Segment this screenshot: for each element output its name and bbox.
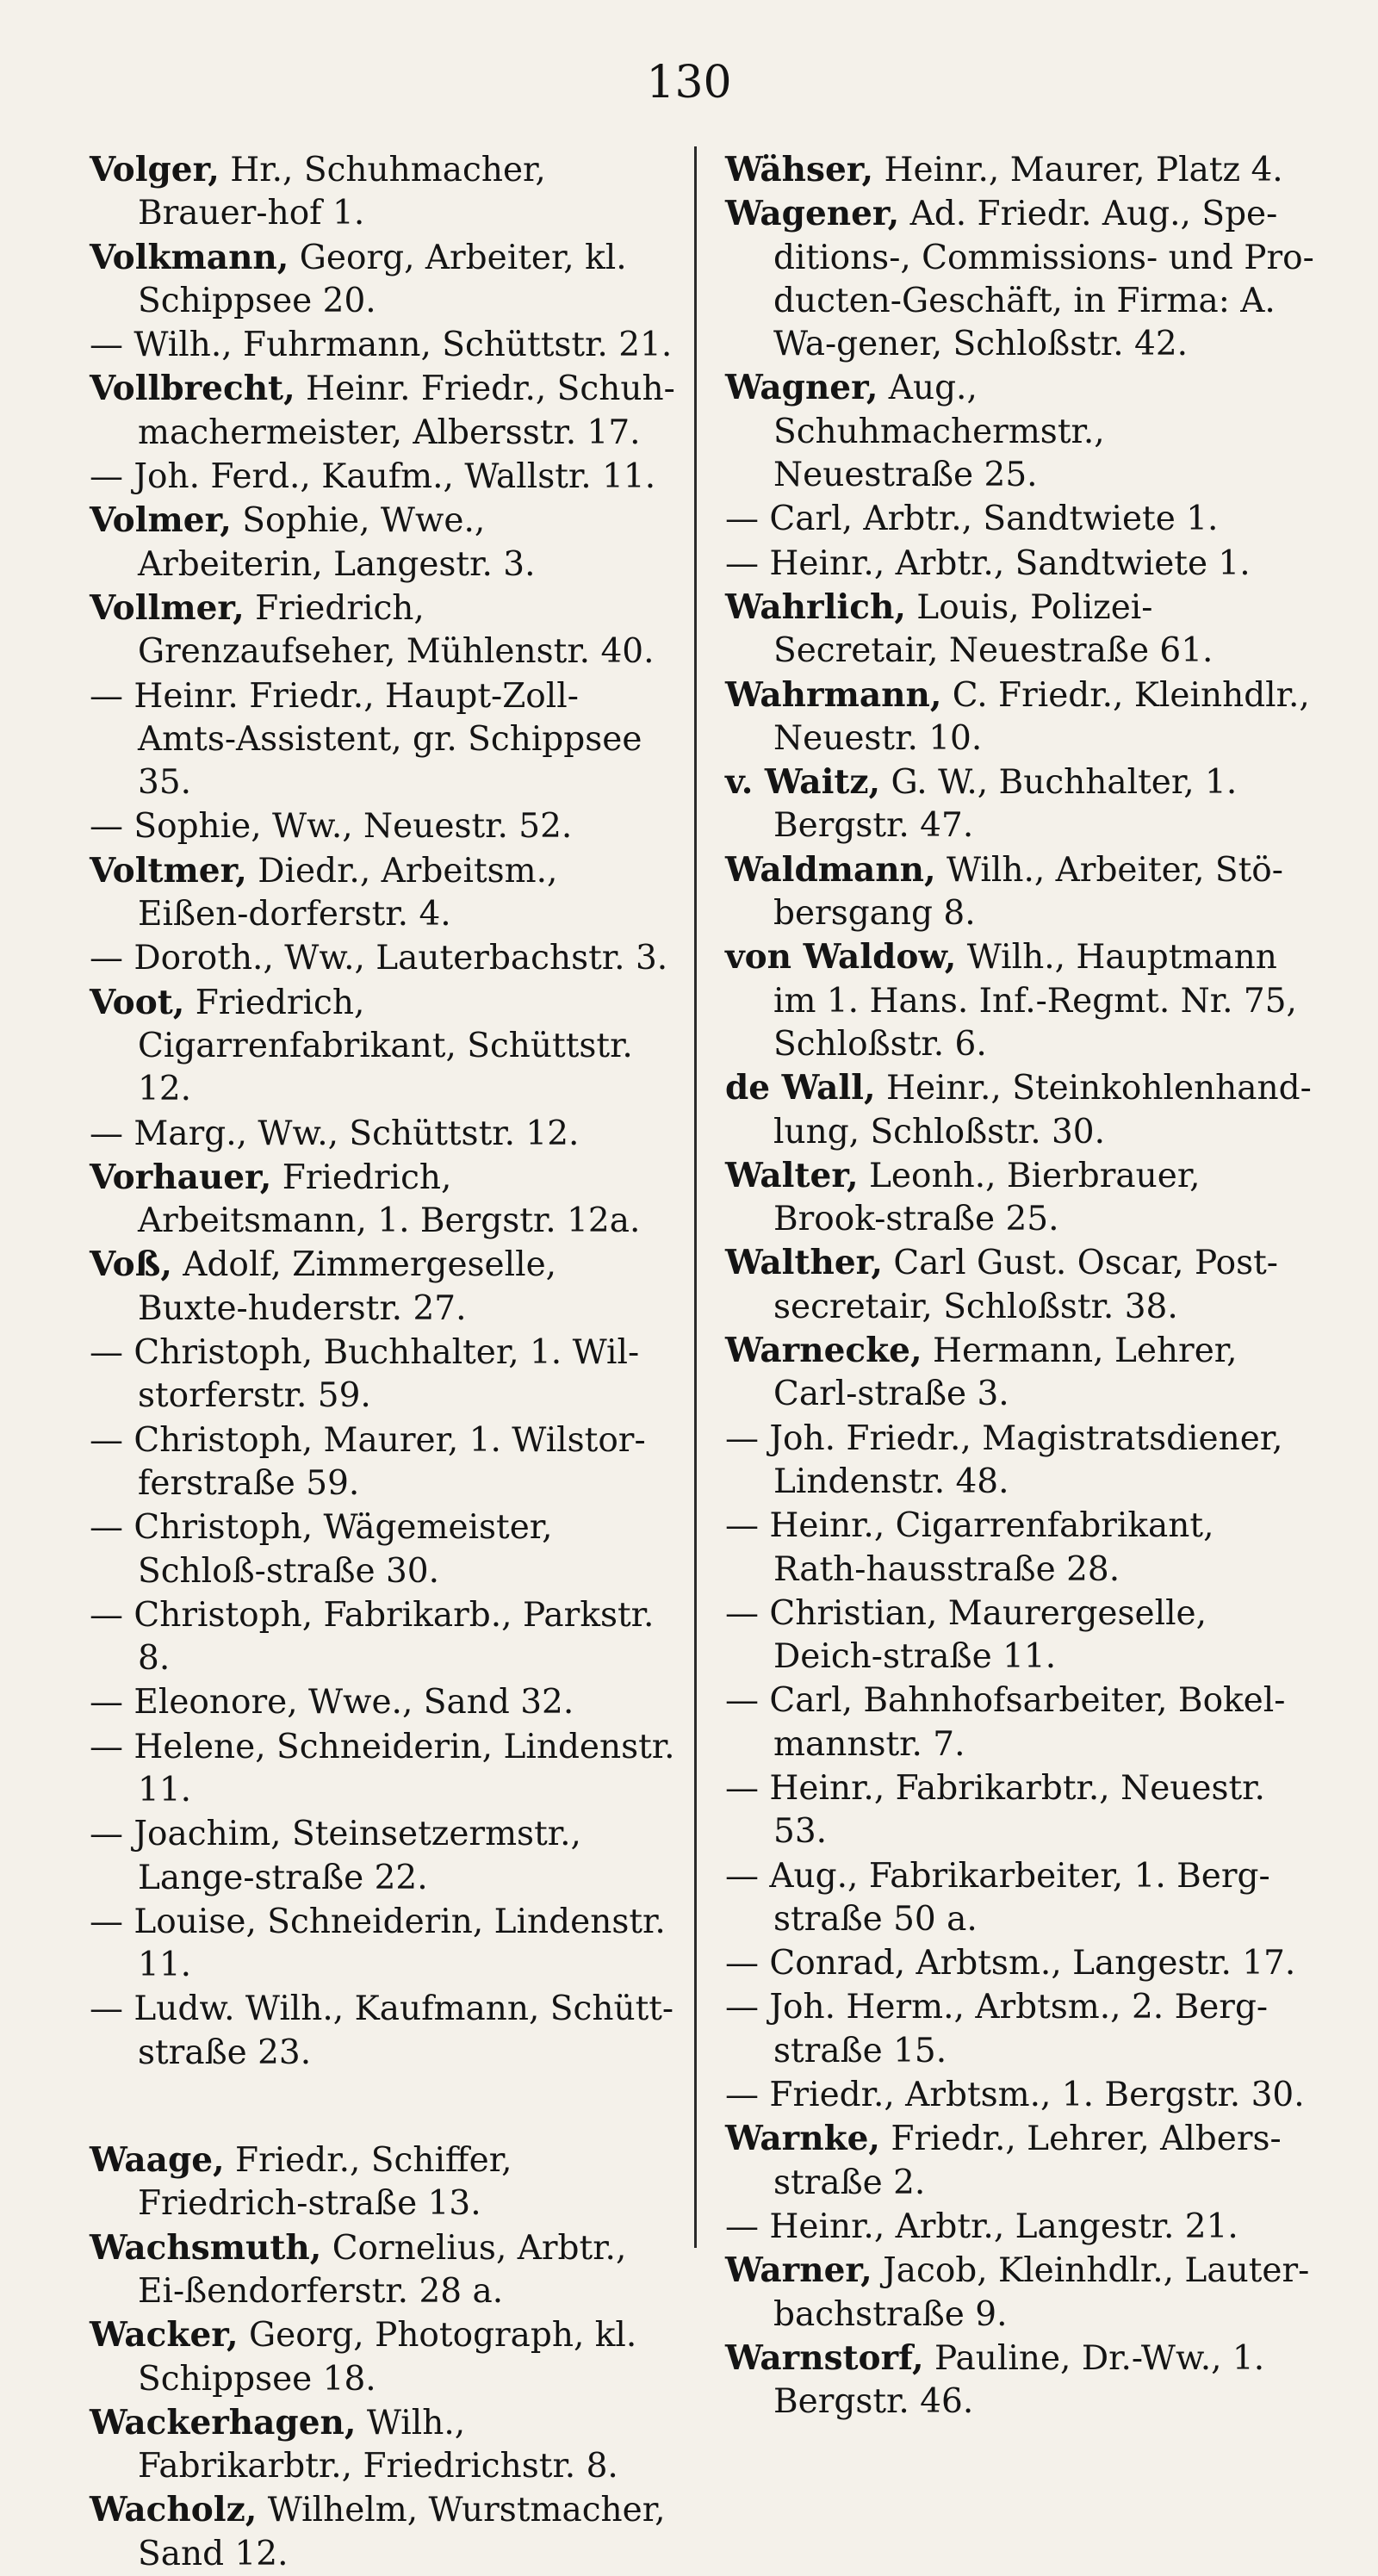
entry-details: C. Friedr., Kleinhdlr., Neuestr. 10. <box>773 675 1310 758</box>
entry-details: Pauline, Dr.-Ww., 1. Bergstr. 46. <box>773 2338 1265 2422</box>
entry-details: — Carl, Bahnhofsarbeiter, Bokel-mannstr. 7. <box>725 1681 1286 1764</box>
entry-details: — Christoph, Buchhalter, 1. Wil-storferstr. 59. <box>90 1333 640 1416</box>
entry-details: — Friedr., Arbtsm., 1. Bergstr. 30. <box>725 2076 1305 2115</box>
entry-details: Georg, Photograph, kl. Schippsee 18. <box>138 2316 637 2399</box>
directory-entry <box>725 497 1314 541</box>
entry-details: — Heinr., Cigarrenfabrikant, Rath-hausstraße 28. <box>725 1506 1214 1589</box>
right-column <box>725 148 1314 2424</box>
entry-surname: Volmer, <box>90 500 232 541</box>
directory-entry <box>90 936 675 980</box>
entry-details: Adolf, Zimmergeselle, Buxte-huderstr. 27. <box>138 1245 557 1328</box>
entry-details: Friedr., Schiffer, Friedrich-straße 13. <box>138 2141 512 2224</box>
directory-entry <box>725 1854 1314 1942</box>
entry-details: Heinr., Steinkohlenhand-lung, Schloßstr. 30. <box>773 1069 1312 1151</box>
entry-details: Wilhelm, Wurstmacher, Sand 12. <box>138 2491 666 2573</box>
entry-surname: Wachsmuth, <box>90 2227 322 2268</box>
left-column <box>90 148 675 2576</box>
directory-entry <box>725 1329 1314 1417</box>
directory-entry <box>725 1679 1314 1766</box>
entry-details: Friedrich, Arbeitsmann, 1. Bergstr. 12a. <box>138 1158 641 1241</box>
directory-entry <box>725 1985 1314 2073</box>
entry-details: Wilh., Arbeiter, Stö-bersgang 8. <box>773 850 1283 934</box>
entry-details: Heinr., Maurer, Platz 4. <box>873 151 1283 189</box>
column-divider <box>694 146 697 2248</box>
directory-entry <box>90 1900 675 1988</box>
entry-surname: Warnstorf, <box>725 2337 924 2378</box>
entry-details: Ad. Friedr. Aug., Spe-ditions-, Commissions- und Pro-ducten-Geschäft, in Firma: A. Wa-gener, Schloßstr. 42. <box>773 195 1314 364</box>
directory-entry <box>90 1680 675 1724</box>
directory-entry <box>90 587 675 674</box>
directory-entry <box>725 2249 1314 2337</box>
entry-details: — Christoph, Fabrikarb., Parkstr. 8. <box>90 1595 655 1679</box>
directory-entry <box>725 1241 1314 1329</box>
entry-details: Louis, Polizei-Secretair, Neuestraße 61. <box>773 587 1214 671</box>
entry-surname: Wahrlich, <box>725 587 906 627</box>
directory-entry <box>90 1331 675 1418</box>
entry-details: Friedr., Lehrer, Albers-straße 2. <box>773 2120 1282 2202</box>
entry-surname: Walther, <box>725 1243 883 1283</box>
directory-entry <box>725 192 1314 366</box>
directory-entry <box>90 804 675 848</box>
entry-surname: Voltmer, <box>90 850 247 891</box>
entry-details: — Christoph, Maurer, 1. Wilstor-ferstraße 59. <box>90 1420 646 1503</box>
directory-entry <box>90 148 675 236</box>
entry-details: Leonh., Bierbrauer, Brook-straße 25. <box>773 1156 1201 1239</box>
directory-entry <box>90 2401 675 2489</box>
entry-details: Wilh., Hauptmann im 1. Hans. Inf.-Regmt. Nr. 75, Schloßstr. 6. <box>773 938 1297 1064</box>
entry-details: Georg, Arbeiter, kl. Schippsee 20. <box>138 238 627 320</box>
entry-surname: Warnke, <box>725 2119 880 2159</box>
directory-entry <box>90 2488 675 2576</box>
entry-details: — Joh. Friedr., Magistratsdiener, Lindenstr. 48. <box>725 1418 1283 1501</box>
directory-entry <box>725 2117 1314 2205</box>
directory-entry <box>90 1725 675 1813</box>
directory-entry <box>90 2313 675 2401</box>
entry-details: Jacob, Kleinhdlr., Lauter-bachstraße 9. <box>773 2251 1310 2334</box>
directory-entry <box>725 2337 1314 2424</box>
entry-details: — Marg., Ww., Schüttstr. 12. <box>90 1114 580 1153</box>
entry-details: — Joh. Ferd., Kaufm., Wallstr. 11. <box>90 457 656 497</box>
directory-entry <box>725 542 1314 586</box>
entry-surname: Vollbrecht, <box>90 369 295 409</box>
entry-details: — Doroth., Ww., Lauterbachstr. 3. <box>90 939 668 978</box>
page-number: 130 <box>646 57 732 109</box>
entry-surname: Volger, <box>90 150 220 189</box>
entry-surname: Voß, <box>90 1245 172 1285</box>
entry-details: G. W., Buchhalter, 1. Bergstr. 47. <box>773 763 1238 846</box>
entry-surname: Wahrmann, <box>725 674 942 715</box>
entry-surname: Warnecke, <box>725 1331 922 1371</box>
directory-entry <box>90 1812 675 1900</box>
entry-surname: v. Waitz, <box>725 762 881 803</box>
entry-surname: Wacholz, <box>90 2490 258 2530</box>
directory-entry <box>90 1593 675 1681</box>
entry-details: — Heinr., Arbtr., Sandtwiete 1. <box>725 543 1251 583</box>
entry-details: — Christoph, Wägemeister, Schloß-straße 30. <box>90 1508 553 1591</box>
directory-entry <box>90 367 675 455</box>
entry-details: — Wilh., Fuhrmann, Schüttstr. 21. <box>90 326 673 365</box>
entry-details: Friedrich, Grenzaufseher, Mühlenstr. 40. <box>138 588 655 672</box>
directory-entry <box>725 673 1314 761</box>
entry-details: Diedr., Arbeitsm., Eißen-dorferstr. 4. <box>138 851 558 934</box>
entry-details: — Eleonore, Wwe., Sand 32. <box>90 1683 574 1723</box>
directory-entry <box>90 1112 675 1156</box>
entry-surname: Vollmer, <box>90 587 245 628</box>
directory-entry <box>725 586 1314 673</box>
directory-entry <box>725 1504 1314 1592</box>
entry-surname: von Waldow, <box>725 937 957 978</box>
directory-entry <box>725 760 1314 848</box>
directory-entry <box>90 455 675 499</box>
directory-entry <box>90 2226 675 2314</box>
directory-entry <box>90 1418 675 1506</box>
directory-entry <box>90 323 675 367</box>
entry-surname: Waldmann, <box>725 849 936 890</box>
directory-entry <box>725 1417 1314 1505</box>
entry-details: Hr., Schuhmacher, Brauer-hof 1. <box>138 151 546 233</box>
directory-entry <box>90 981 675 1112</box>
entry-details: — Ludw. Wilh., Kaufmann, Schütt-straße 23. <box>90 1989 674 2072</box>
entry-details: — Heinr. Friedr., Haupt-Zoll-Amts-Assistent, gr. Schippsee 35. <box>90 676 642 803</box>
entry-details: — Louise, Schneiderin, Lindenstr. 11. <box>90 1902 666 1985</box>
entry-details: — Joh. Herm., Arbtsm., 2. Berg-straße 15. <box>725 1988 1269 2070</box>
directory-entry <box>725 148 1314 192</box>
directory-entry <box>90 1987 675 2075</box>
directory-entry <box>90 1505 675 1593</box>
entry-details: — Helene, Schneiderin, Lindenstr. 11. <box>90 1727 675 1809</box>
directory-entry <box>725 1154 1314 1242</box>
entry-surname: Wacker, <box>90 2315 239 2356</box>
directory-entry <box>725 2073 1314 2117</box>
directory-entry <box>725 848 1314 936</box>
directory-entry <box>725 1066 1314 1154</box>
directory-entry <box>725 1592 1314 1679</box>
entry-details: — Aug., Fabrikarbeiter, 1. Berg-straße 50 a. <box>725 1856 1270 1939</box>
section-gap <box>90 2075 675 2138</box>
directory-entry <box>725 935 1314 1066</box>
directory-entry <box>90 849 675 937</box>
entry-surname: Warner, <box>725 2250 872 2291</box>
entry-surname: Walter, <box>725 1155 859 1195</box>
entry-details: Wilh., Fabrikarbtr., Friedrichstr. 8. <box>138 2403 618 2486</box>
entry-details: — Sophie, Ww., Neuestr. 52. <box>90 807 573 847</box>
directory-entry <box>90 674 675 805</box>
directory-entry <box>725 1766 1314 1854</box>
entry-surname: Waage, <box>90 2140 225 2181</box>
directory-entry <box>725 366 1314 497</box>
entry-surname: Wagener, <box>725 194 900 234</box>
entry-surname: Voot, <box>90 982 185 1022</box>
entry-details: — Heinr., Arbtr., Langestr. 21. <box>725 2207 1238 2246</box>
entry-details: Carl Gust. Oscar, Post-secretair, Schloßstr. 38. <box>773 1244 1278 1326</box>
entry-details: Hermann, Lehrer, Carl-straße 3. <box>773 1331 1238 1414</box>
entry-surname: Wagner, <box>725 368 878 408</box>
entry-details: Cornelius, Arbtr., Ei-ßendorferstr. 28 a. <box>138 2228 627 2311</box>
entry-details: — Carl, Arbtr., Sandtwiete 1. <box>725 500 1219 539</box>
entry-details: — Heinr., Fabrikarbtr., Neuestr. 53. <box>725 1768 1265 1852</box>
directory-entry <box>90 499 675 587</box>
entry-details: — Christian, Maurergeselle, Deich-straße 11. <box>725 1593 1207 1677</box>
entry-details: — Joachim, Steinsetzermstr., Lange-straße 22. <box>90 1815 581 1897</box>
entry-details: Aug., Schuhmachermstr., Neuestraße 25. <box>773 369 1105 495</box>
directory-entry <box>90 2138 675 2226</box>
entry-details: Friedrich, Cigarrenfabrikant, Schüttstr. 12. <box>138 983 633 1109</box>
directory-entry <box>90 1243 675 1331</box>
entry-surname: Wähser, <box>725 150 874 189</box>
entry-surname: Vorhauer, <box>90 1157 272 1197</box>
directory-entry <box>90 236 675 324</box>
entry-details: — Conrad, Arbtsm., Langestr. 17. <box>725 1944 1296 1983</box>
directory-entry <box>90 1156 675 1244</box>
directory-entry <box>725 2205 1314 2249</box>
entry-surname: Wackerhagen, <box>90 2402 357 2443</box>
entry-surname: de Wall, <box>725 1068 876 1108</box>
entry-surname: Volkmann, <box>90 237 289 277</box>
entry-details: Heinr. Friedr., Schuh-machermeister, Albersstr. 17. <box>138 369 675 452</box>
entry-details: Sophie, Wwe., Arbeiterin, Langestr. 3. <box>138 501 536 584</box>
directory-entry <box>725 1941 1314 1985</box>
